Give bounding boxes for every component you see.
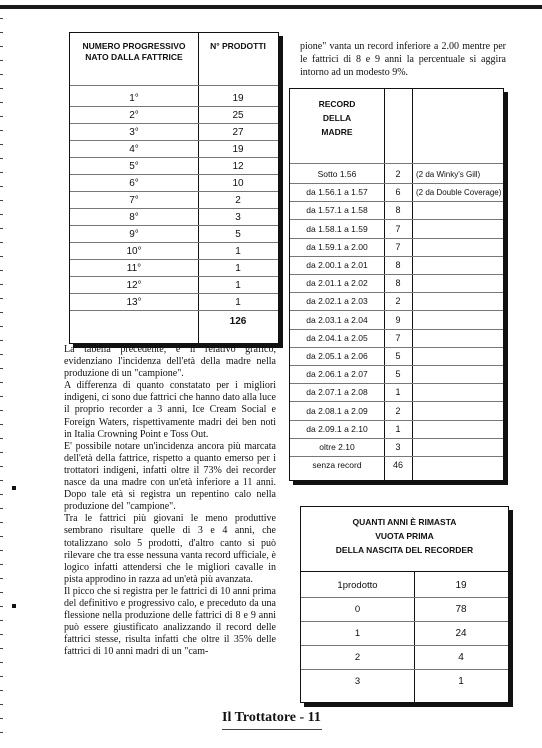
row-label: 3° (129, 127, 139, 138)
record-count: 2 (395, 169, 401, 179)
record-count: 1 (395, 387, 401, 398)
record-range: da 2.08.1 a 2.09 (306, 405, 368, 416)
table-header-prodotti: N° PRODOTTI (210, 41, 266, 51)
table-row (290, 329, 503, 347)
anni-label: 1prodotto (337, 580, 378, 591)
record-range: da 1.57.1 a 1.58 (306, 205, 368, 216)
table-row (70, 243, 278, 260)
record-range: da 2.05.1 a 2.06 (306, 351, 368, 361)
article-body-left (64, 344, 276, 658)
record-range: senza record (312, 460, 362, 471)
table-row (290, 220, 503, 238)
table-row (70, 141, 278, 158)
anni-value: 19 (455, 580, 467, 591)
header-line: DELLA NASCITA DEL RECORDER (335, 545, 474, 555)
record-note: (2 da Double Coverage) (416, 188, 502, 198)
header-line: VUOTA PRIMA (375, 531, 434, 541)
row-label: 7° (129, 195, 139, 206)
record-count: 5 (395, 369, 401, 380)
anni-value: 78 (455, 604, 467, 615)
table-row (301, 669, 508, 693)
table-row (70, 294, 278, 311)
table-anni-vuota (300, 506, 509, 703)
table-row (290, 183, 503, 201)
table-header-progressivo: NUMERO PROGRESSIVO NATO DALLA FATTRICE (82, 41, 186, 62)
table-row (70, 158, 278, 175)
record-range: da 1.58.1 a 1.59 (306, 223, 368, 234)
anni-label: 2 (354, 652, 361, 663)
record-count: 7 (395, 241, 401, 252)
row-label: 9° (129, 229, 139, 240)
row-label: 5° (129, 161, 139, 172)
record-range: da 2.02.1 a 2.03 (306, 296, 368, 307)
record-range: da 2.03.1 a 2.04 (306, 314, 368, 325)
table-row (301, 597, 508, 621)
record-count: 5 (395, 351, 401, 361)
record-count: 3 (395, 442, 401, 452)
row-value: 10 (232, 178, 244, 189)
header-line: RECORD (318, 99, 356, 109)
table-row (290, 165, 503, 183)
paragraph: A differenza di quanto constatato per i migliori indigeni, ci sono due fattrici che hanno dato alla luce il proprio recorder a 3 anni, Ice Cream Social e Foreign Waters, rispettivamente madri dei ben noti in Italia Crowning Point e Toss Out. (64, 380, 276, 440)
row-label: 6° (129, 178, 139, 189)
record-count: 8 (395, 260, 401, 270)
table-row (70, 175, 278, 192)
anni-value: 1 (458, 676, 464, 687)
record-count: 8 (395, 205, 401, 216)
table-row (290, 274, 503, 292)
table-row (70, 124, 278, 141)
table-figli-per-fattrice (69, 32, 279, 344)
record-count: 7 (395, 332, 401, 343)
paragraph: Tra le fattrici più giovani le meno produttive sembrano risultare quelle di 3 e 4 anni, che totalizzano solo 5 prodotti, d'altro canto si può rilevare che tra esse nessuna vanta record ufficiale, è logico infatti attendersi che le migliori cavalle in pista approdino in razza ad un'età più avanzata. (64, 513, 276, 585)
record-range: da 1.56.1 a 1.57 (306, 187, 368, 198)
footer-rule (222, 729, 322, 730)
row-label: 8° (129, 212, 139, 223)
anni-value: 24 (455, 628, 467, 639)
page-footer: Il Trottatore - 11 (222, 710, 321, 725)
table-rule (70, 85, 278, 86)
table-row (290, 438, 503, 456)
row-value: 5 (235, 229, 241, 240)
row-value: 1 (235, 297, 241, 308)
record-range: da 2.07.1 a 2.08 (306, 387, 368, 398)
row-value: 25 (232, 110, 244, 121)
record-count: 1 (395, 423, 401, 434)
article-body-right: pione" vanta un record inferiore a 2.00 mentre per le fattrici di 8 e 9 anni la percentuale si aggira intorno ad un modesto 9%. (300, 41, 506, 78)
paragraph: La tabella precedente, e il relativo grafico, evidenziano l'incidenza dell'età della madre nella produzione di un "campione". (64, 344, 276, 380)
row-label: 10° (126, 246, 142, 257)
record-count: 2 (395, 296, 401, 307)
table-rule (290, 163, 503, 164)
table-row (290, 402, 503, 420)
table-row (70, 260, 278, 277)
table-row (301, 621, 508, 645)
table-row (70, 90, 278, 107)
record-count: 8 (395, 278, 401, 289)
record-range: da 2.00.1 a 2.01 (306, 260, 368, 270)
table-record-madre (289, 88, 504, 481)
top-rule (0, 5, 542, 9)
row-value: 27 (232, 127, 244, 138)
table-row (301, 573, 508, 597)
header-line: MADRE (321, 127, 353, 137)
record-range: oltre 2.10 (319, 442, 355, 452)
record-range: da 2.01.1 a 2.02 (306, 278, 368, 289)
table-row (290, 347, 503, 365)
row-value: 1 (235, 246, 241, 257)
row-value: 1 (235, 263, 241, 274)
anni-value: 4 (458, 652, 464, 663)
anni-label: 1 (354, 628, 361, 639)
record-count: 2 (395, 405, 401, 416)
row-value: 19 (232, 93, 244, 104)
row-label: 11° (126, 263, 142, 274)
record-range: da 2.06.1 a 2.07 (306, 369, 368, 380)
table-row (70, 277, 278, 294)
table-header-anni (301, 515, 508, 557)
record-count: 46 (392, 460, 403, 471)
anni-label: 0 (354, 604, 361, 615)
record-range: da 1.59.1 a 2.00 (306, 241, 368, 252)
table-row (70, 226, 278, 243)
header-line: DELLA (322, 113, 352, 123)
table-rule (70, 310, 278, 311)
table-header-record (290, 97, 384, 139)
header-line: QUANTI ANNI È RIMASTA (352, 517, 457, 527)
record-range: Sotto 1.56 (317, 169, 357, 179)
table-row (290, 256, 503, 274)
record-count: 6 (395, 187, 401, 198)
row-label: 4° (129, 144, 139, 155)
table-row (290, 420, 503, 438)
table-row (301, 645, 508, 669)
table-row (290, 365, 503, 383)
table-total-value: 126 (229, 316, 247, 327)
table-row (290, 456, 503, 474)
row-label: 12° (126, 280, 142, 291)
record-range: da 2.09.1 a 2.10 (306, 423, 368, 434)
row-value: 19 (232, 144, 244, 155)
anni-label: 3 (354, 676, 361, 687)
paragraph: Il picco che si registra per le fattrici di 10 anni prima del definitivo e progressivo calo, e preceduto da una flessione nella produzione delle fattrici di 8 e 9 anni può essere giustificato analizzando il record delle fattrici stesse, risulta infatti che oltre il 35% delle fattrici di 10 anni madri di un "cam- (64, 585, 276, 658)
row-label: 2° (129, 110, 139, 121)
table-row (290, 383, 503, 401)
record-count: 9 (395, 314, 401, 325)
record-range: da 2.04.1 a 2.05 (306, 332, 368, 343)
scan-mark (12, 604, 16, 608)
paragraph: E' possibile notare un'incidenza ancora più marcata dell'età della fattrice, rispetto a quanto emerso per i trottatori indigeni, infatti oltre il 73% dei recorder nasce da una madre con un'età inferiore a 11 anni. Dopo tale età si registra un repentino calo nella produzione del "campione". (64, 440, 276, 513)
row-value: 1 (235, 280, 241, 291)
record-count: 7 (395, 223, 401, 234)
scan-mark (12, 486, 16, 490)
scan-margin-marks (0, 18, 3, 738)
row-value: 2 (235, 195, 241, 206)
table-total-row (70, 313, 278, 330)
row-value: 3 (235, 212, 241, 223)
row-value: 12 (232, 161, 244, 172)
row-label: 13° (126, 297, 142, 308)
table-row (290, 201, 503, 219)
table-row (290, 292, 503, 310)
table-row (70, 209, 278, 226)
table-row (290, 311, 503, 329)
record-note: (2 da Winky's Gill) (416, 170, 481, 179)
table-rule (301, 571, 508, 572)
row-label: 1° (129, 93, 139, 104)
table-row (70, 192, 278, 209)
table-row (290, 238, 503, 256)
table-row (70, 107, 278, 124)
